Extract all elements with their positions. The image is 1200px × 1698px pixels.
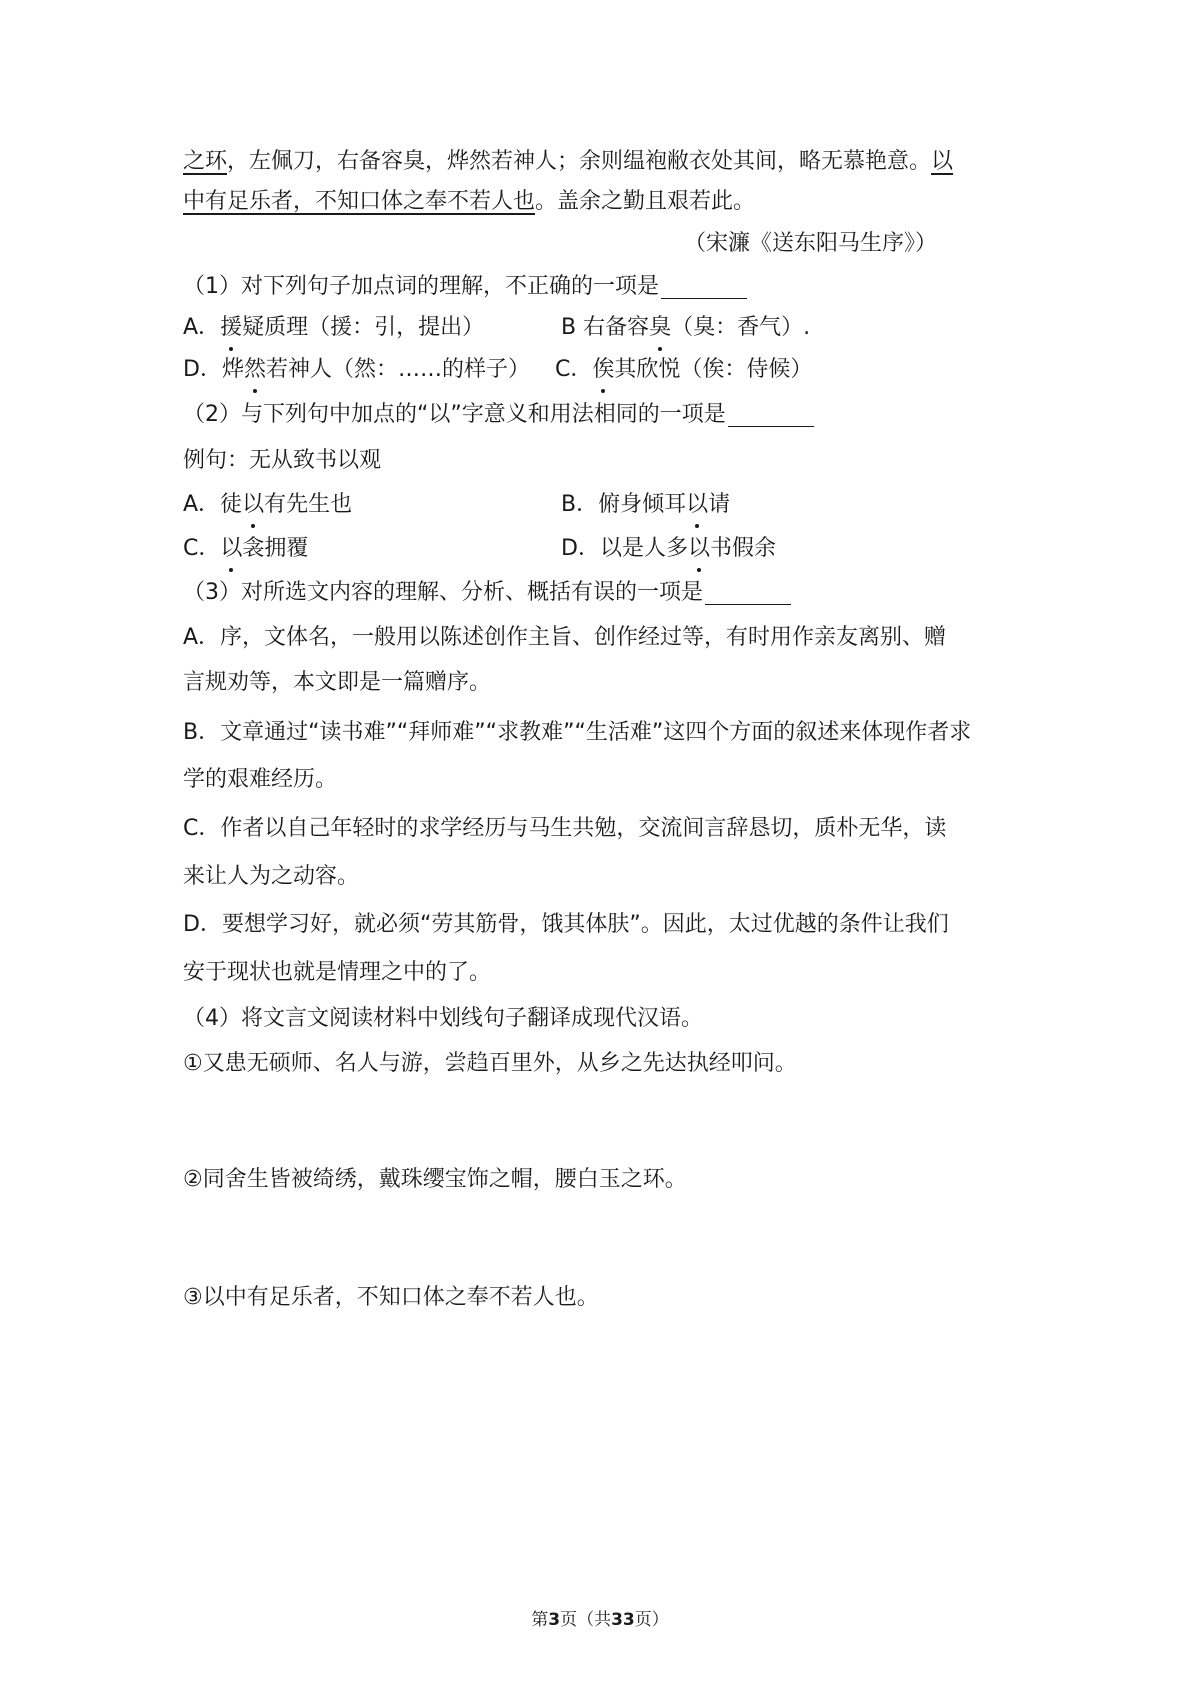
dotted-char: 以 (686, 490, 708, 520)
q2-stem-text: （2）与下列句中加点的“以”字意义和用法相同的一项是 (183, 402, 726, 427)
q2-example: 例句：无从致书以观 (183, 448, 382, 473)
dotted-char: 援 (220, 313, 242, 343)
answer-blank (728, 404, 814, 427)
q1-options-row-1 (183, 313, 484, 343)
dotted-char: 然 (244, 355, 266, 385)
q2-stem (183, 400, 814, 430)
option-b: B 右备容臭（臭：香气）. (561, 313, 810, 343)
q3-stem-text: （3）对所选文内容的理解、分析、概括有误的一项是 (183, 580, 703, 605)
dotted-char: 以 (688, 534, 710, 564)
dotted-char: 以 (242, 490, 264, 520)
q3-option-c-line-1: C．作者以自己年轻时的求学经历与马生共勉，交流间言辞恳切，质朴无华，读 (183, 816, 947, 841)
underlined-text: 以 (931, 149, 954, 174)
option-c: C．俟其欣悦（俟：侍候） (555, 355, 812, 385)
dotted-char: 俟 (592, 355, 614, 385)
q4-stem: （4）将文言文阅读材料中划线句子翻译成现代汉语。 (183, 1006, 703, 1031)
q3-option-d-line-2: 安于现状也就是情理之中的了。 (183, 960, 492, 985)
dotted-char: 臭 (649, 313, 671, 343)
q3-option-a-line-2: 言规劝等，本文即是一篇赠序。 (183, 670, 492, 695)
q1-stem (183, 272, 747, 302)
page-number: 3 (548, 1610, 561, 1630)
passage-line-2 (183, 187, 755, 217)
q3-option-a-line-1: A．序，文体名，一般用以陈述创作主旨、创作经过等，有时用作亲友离别、赠 (183, 625, 947, 650)
q4-sentence-1: ①又患无硕师、名人与游，尝趋百里外，从乡之先达执经叩问。 (183, 1051, 797, 1076)
q1-stem-text: （1）对下列句子加点词的理解，不正确的一项是 (183, 274, 659, 299)
passage-text: 。盖余之勤且艰若此。 (535, 189, 756, 214)
page-total: 33 (611, 1610, 635, 1630)
q3-stem (183, 578, 791, 608)
q2-option-c: C．以衾拥覆 (183, 534, 308, 564)
q3-option-b-line-1: B．文章通过“读书难”“拜师难”“求教难”“生活难”这四个方面的叙述来体现作者求 (183, 720, 972, 745)
passage-line-1 (183, 147, 953, 177)
q3-option-c-line-2: 来让人为之动容。 (183, 864, 360, 889)
option-a: A．援疑质理（援：引，提出） (183, 315, 484, 340)
q2-option-a: A．徒以有先生也 (183, 490, 352, 520)
underlined-text: 中有足乐者，不知口体之奉不若人也 (183, 189, 536, 214)
underlined-text: 之环 (183, 149, 228, 174)
q4-sentence-2: ②同舍生皆被绮绣，戴珠缨宝饰之帽，腰白玉之环。 (183, 1167, 687, 1192)
q2-option-b: B．俯身倾耳以请 (561, 490, 730, 520)
q3-option-b-line-2: 学的艰难经历。 (183, 767, 338, 792)
answer-blank (705, 582, 791, 605)
q2-option-d: D．以是人多以书假余 (561, 534, 776, 564)
q4-sentence-3: ③以中有足乐者，不知口体之奉不若人也。 (183, 1285, 599, 1310)
passage-source: （宋濂《送东阳马生序》） (683, 231, 937, 256)
option-d: D．烨然若神人（然：……的样子） (183, 355, 530, 385)
answer-blank (661, 276, 747, 299)
dotted-char: 以 (220, 534, 242, 564)
page-footer: 第3页（共33页） (531, 1610, 669, 1630)
q3-option-d-line-1: D．要想学习好，就必须“劳其筋骨，饿其体肤”。因此，太过优越的条件让我们 (183, 912, 949, 937)
passage-text: ，左佩刀，右备容臭，烨然若神人；余则缊袍敝衣处其间，略无慕艳意。 (227, 149, 932, 174)
